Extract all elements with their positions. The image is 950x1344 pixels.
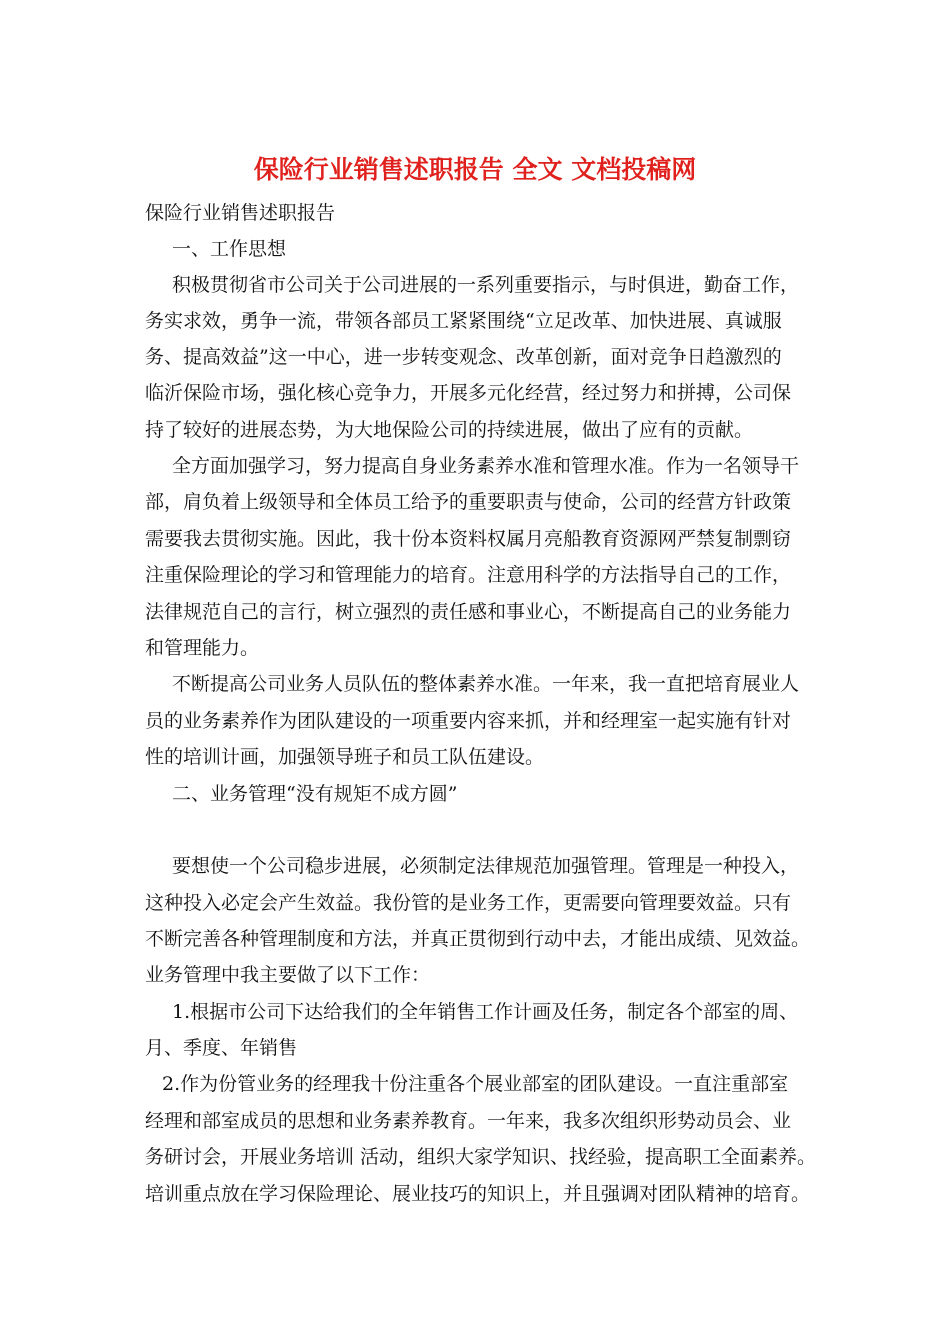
paragraph-line: 需要我去贯彻实施。因此，我十份本资料权属月亮船教育资源网严禁复制剽窃: [145, 528, 792, 550]
list-item-2: 2.作为份管业务的经理我十份注重各个展业部室的团队建设。一直注重部室: [162, 1073, 789, 1095]
list-item-1: 1.根据市公司下达给我们的全年销售工作计画及任务，制定各个部室的周、: [172, 1001, 799, 1023]
paragraph-line: 这种投入必定会产生效益。我份管的是业务工作，更需要向管理要效益。只有: [145, 892, 792, 914]
paragraph-line: 经理和部室成员的思想和业务素养教育。一年来，我多次组织形势动员会、业: [145, 1110, 792, 1132]
paragraph-line: 注重保险理论的学习和管理能力的培育。注意用科学的方法指导自己的工作，: [145, 564, 792, 586]
paragraph-line: 和管理能力。: [145, 637, 260, 659]
paragraph-line: 法律规范自己的言行，树立强烈的责任感和事业心，不断提高自己的业务能力: [145, 601, 792, 623]
paragraph-line: 持了较好的进展态势，为大地保险公司的持续进展，做出了应有的贡献。: [145, 419, 754, 441]
paragraph-line: 性的培训计画，加强领导班子和员工队伍建设。: [145, 746, 545, 768]
document-title: 保险行业销售述职报告 全文 文档投稿网: [253, 155, 697, 184]
paragraph-line: 不断提高公司业务人员队伍的整体素养水准。一年来，我一直把培育展业人: [172, 673, 800, 695]
paragraph-line: 全方面加强学习，努力提高自身业务素养水准和管理水准。作为一名领导干: [172, 455, 800, 477]
paragraph-line: 不断完善各种管理制度和方法，并真正贯彻到行动中去，才能出成绩、见效益。: [145, 928, 811, 950]
doc-subtitle: 保险行业销售述职报告: [145, 202, 336, 224]
paragraph-line: 务研讨会，开展业务培训 活动，组织大家学知识、找经验，提高职工全面素养。: [145, 1146, 817, 1168]
paragraph-line: 积极贯彻省市公司关于公司进展的一系列重要指示，与时俱进，勤奋工作，: [172, 274, 800, 296]
section-heading-2: 二、业务管理“没有规矩不成方圆”: [172, 783, 458, 805]
paragraph-line: 员的业务素养作为团队建设的一项重要内容来抓，并和经理室一起实施有针对: [145, 710, 792, 732]
section-heading-1: 一、工作思想: [172, 238, 287, 260]
paragraph-line: 要想使一个公司稳步进展，必须制定法律规范加强管理。管理是一种投入，: [172, 855, 800, 877]
paragraph-line: 业务管理中我主要做了以下工作：: [145, 964, 431, 986]
paragraph-line: 务、提高效益”这一中心，进一步转变观念、改革创新，面对竞争日趋激烈的: [145, 346, 782, 368]
paragraph-line: 月、季度、年销售: [145, 1037, 298, 1059]
paragraph-line: 临沂保险市场，强化核心竞争力，开展多元化经营，经过努力和拼搏，公司保: [145, 382, 792, 404]
paragraph-line: 培训重点放在学习保险理论、展业技巧的知识上，并且强调对团队精神的培育。: [145, 1183, 811, 1205]
paragraph-line: 务实求效，勇争一流，带领各部员工紧紧围绕“立足改革、加快进展、真诚服: [145, 310, 782, 332]
paragraph-line: 部，肩负着上级领导和全体员工给予的重要职责与使命，公司的经营方针政策: [145, 491, 792, 513]
